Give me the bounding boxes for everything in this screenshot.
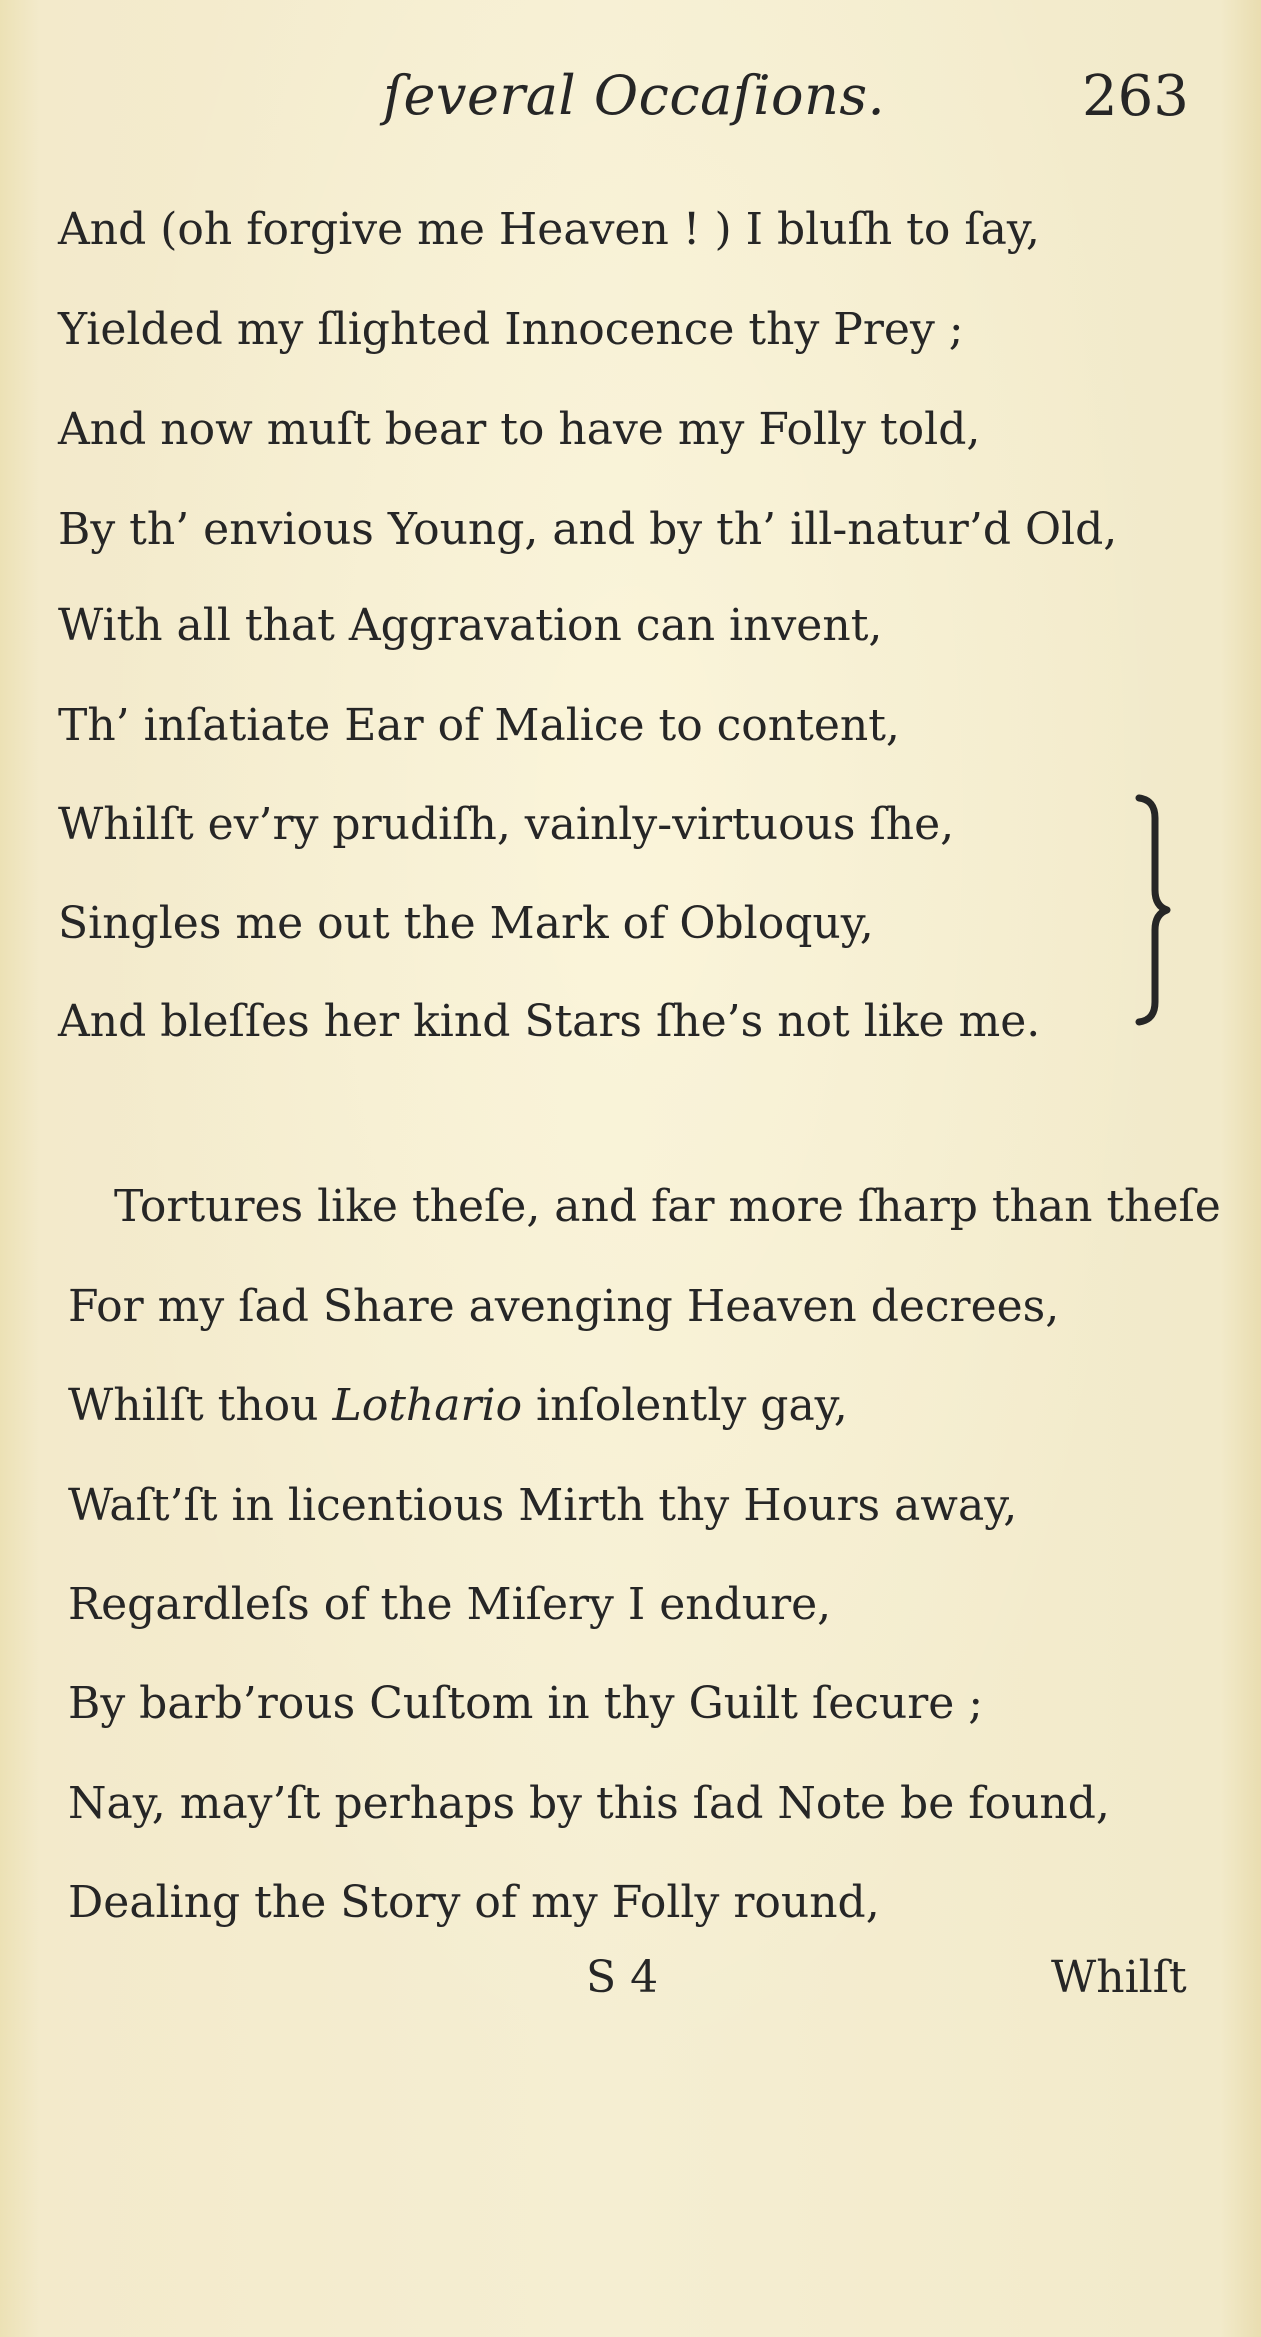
running-title: ſeveral Occaſions. bbox=[383, 64, 886, 127]
verse-line: And (oh forgive me Heaven ! ) I bluſh to ſay, bbox=[58, 204, 1040, 255]
verse-line: By th’ envious Young, and by th’ ill-natur’d Old, bbox=[58, 504, 1118, 555]
verse-line: For my ſad Share avenging Heaven decrees, bbox=[68, 1281, 1060, 1332]
verse-line: Dealing the Story of my Folly round, bbox=[68, 1877, 880, 1928]
verse-line: Waſt’ſt in licentious Mirth thy Hours away, bbox=[68, 1480, 1018, 1531]
verse-line: Nay, may’ſt perhaps by this ſad Note be found, bbox=[68, 1778, 1110, 1829]
verse-line: Regardleſs of the Miſery I endure, bbox=[68, 1579, 832, 1630]
verse-text: Whilſt thou bbox=[68, 1380, 333, 1431]
page-number: 263 bbox=[1082, 64, 1189, 129]
verse-line: And now muſt bear to have my Folly told, bbox=[58, 404, 981, 455]
verse-line: Th’ inſatiate Ear of Malice to content, bbox=[58, 700, 900, 751]
verse-line: And bleſſes her kind Stars ſhe’s not like me. bbox=[58, 996, 1041, 1047]
lothario-name: Lothario bbox=[332, 1380, 523, 1431]
verse-line: Yielded my ſlighted Innocence thy Prey ; bbox=[58, 304, 964, 355]
verse-line: By barb’rous Cuſtom in thy Guilt ſecure ; bbox=[68, 1678, 984, 1729]
verse-line: With all that Aggravation can invent, bbox=[58, 600, 883, 651]
verse-line: Tortures like theſe, and far more ſharp than theſe bbox=[114, 1181, 1221, 1232]
catchword: Whilſt bbox=[1051, 1952, 1187, 2003]
verse-line: Whilſt ev’ry prudiſh, vainly-virtuous ſhe, bbox=[58, 799, 955, 850]
triplet-brace-icon bbox=[1125, 790, 1175, 1030]
verse-text: inſolently gay, bbox=[522, 1380, 848, 1431]
signature-mark: S 4 bbox=[586, 1952, 659, 2003]
verse-line: Singles me out the Mark of Obloquy, bbox=[58, 898, 874, 949]
verse-line bbox=[68, 1380, 848, 1431]
